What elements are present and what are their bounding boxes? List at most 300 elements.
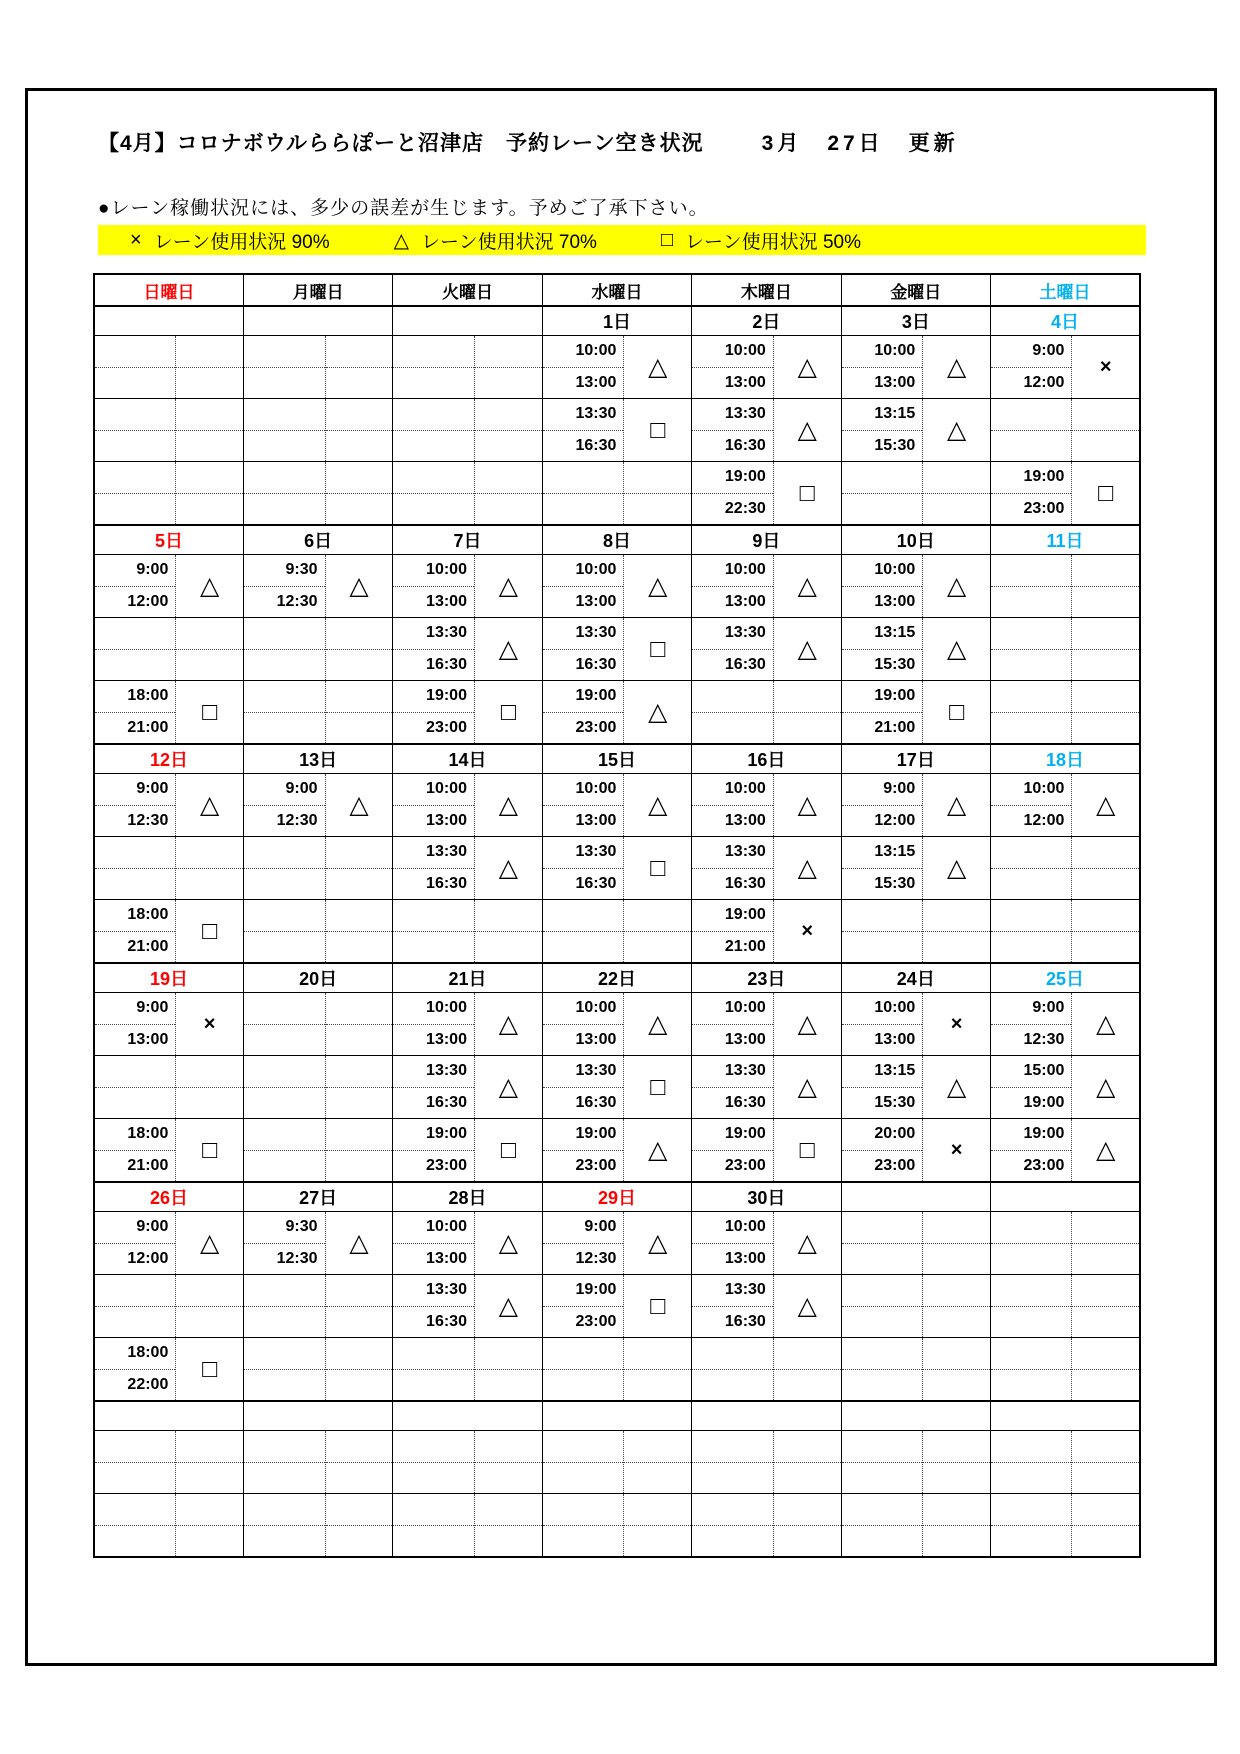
slot-cell: [692, 900, 841, 964]
time-end: [244, 650, 325, 681]
slot-cell: [243, 1056, 392, 1119]
time-end: [244, 869, 325, 900]
slot-cell: [393, 774, 542, 837]
slot-cell: [393, 1119, 542, 1183]
slot-cell: [692, 399, 841, 462]
time-end: 12:00: [874, 811, 916, 829]
time-start: [991, 1275, 1071, 1307]
time-start: [95, 336, 175, 368]
dotted-divider: [326, 493, 393, 494]
slot-cell-inner: [692, 774, 840, 836]
status-symbol: △: [200, 571, 220, 600]
slot-cell-inner: [692, 1056, 840, 1118]
status-symbol: [1072, 1494, 1139, 1556]
time-range: [842, 1056, 924, 1118]
dotted-divider: [475, 1525, 542, 1526]
slot-cell: [542, 462, 691, 526]
status-symbol: △: [1096, 790, 1116, 819]
date-cell: 4日: [991, 306, 1140, 336]
time-start: 9:30: [244, 1212, 325, 1244]
dotted-divider: [326, 649, 393, 650]
time-range: [95, 993, 176, 1055]
dotted-divider: [176, 1525, 243, 1526]
time-range: [393, 1338, 475, 1400]
dotted-divider: [774, 1462, 841, 1463]
time-start: 10:00: [543, 774, 624, 806]
time-range: [244, 900, 326, 962]
slot-cell: [542, 1056, 691, 1119]
slot-cell-inner: [393, 555, 541, 617]
time-end: [244, 932, 325, 963]
time-range: [692, 462, 774, 524]
slot-cell: [243, 837, 392, 900]
slot-cell-inner: [692, 399, 840, 461]
time-end: 16:30: [724, 874, 766, 892]
time-start: [543, 1494, 624, 1526]
time-end: [244, 1088, 325, 1119]
status-symbol: △: [648, 790, 668, 819]
time-range: [692, 336, 774, 398]
slot-cell-inner: [543, 1119, 691, 1181]
time-start: [95, 1056, 175, 1088]
dotted-divider: [326, 1306, 393, 1307]
dotted-divider: [176, 1306, 243, 1307]
slot-cell-inner: [991, 618, 1139, 680]
time-range: [543, 837, 625, 899]
status-symbol: △: [648, 1228, 668, 1257]
status-symbol: [774, 1338, 841, 1400]
time-range: [543, 1212, 625, 1274]
time-end: [244, 1526, 325, 1557]
time-end: 21:00: [127, 1156, 169, 1174]
date-cell: 8日: [542, 525, 691, 555]
time-end: 12:30: [575, 1249, 617, 1267]
dotted-divider: [326, 1462, 393, 1463]
slot-cell-inner: [244, 618, 392, 680]
status-symbol: △: [200, 1228, 220, 1257]
status-symbol: □: [1098, 478, 1114, 507]
slot-cell: [393, 555, 542, 618]
time-range: [842, 1431, 924, 1493]
time-range: [244, 618, 326, 680]
time-end: [393, 1370, 474, 1401]
slot-cell: [243, 336, 392, 399]
time-range: [95, 1431, 176, 1493]
time-end: 13:00: [874, 373, 916, 391]
time-end: 16:30: [575, 874, 617, 892]
slot-cell: [841, 336, 990, 399]
status-symbol: △: [947, 1072, 967, 1101]
time-start: [692, 1431, 773, 1463]
time-end: 16:30: [426, 874, 467, 892]
time-start: 10:00: [692, 993, 773, 1025]
slot-cell: [94, 462, 243, 526]
slot-cell-inner: [244, 399, 392, 461]
slot-cell-inner: [842, 336, 990, 398]
time-end: 13:00: [724, 811, 766, 829]
date-row: [94, 744, 1140, 774]
legend-label: レーン使用状況 70%: [421, 231, 597, 253]
slot-cell: [94, 1275, 243, 1338]
time-start: 10:00: [692, 336, 773, 368]
time-start: [244, 399, 325, 431]
date-cell: [692, 1401, 841, 1431]
slot-cell-inner: [842, 774, 990, 836]
time-range: [244, 462, 326, 524]
dotted-divider: [923, 493, 990, 494]
time-start: 13:30: [393, 837, 474, 869]
dotted-divider: [475, 430, 542, 431]
time-start: [543, 900, 624, 932]
time-range: [991, 1431, 1072, 1493]
status-symbol: [475, 336, 542, 398]
slot-cell: [542, 1338, 691, 1402]
status-symbol: [326, 900, 393, 962]
time-end: [393, 932, 474, 963]
status-symbol: □: [799, 1135, 815, 1164]
day-header-cell: 金曜日: [841, 274, 990, 306]
slot-cell-inner: [244, 837, 392, 899]
legend-item: [394, 227, 597, 254]
time-end: [393, 1463, 474, 1494]
time-end: [842, 932, 923, 963]
time-range: [991, 1494, 1072, 1556]
dotted-divider: [923, 931, 990, 932]
status-symbol: □: [799, 478, 815, 507]
status-symbol: [326, 336, 393, 398]
legend-status-symbol: □: [660, 228, 674, 251]
slot-cell: [542, 1494, 691, 1558]
dotted-divider: [1072, 1306, 1139, 1307]
dotted-divider: [326, 1150, 393, 1151]
time-range: [991, 618, 1072, 680]
time-start: [95, 837, 175, 869]
time-start: 9:00: [95, 555, 175, 587]
time-start: [393, 1338, 474, 1370]
time-end: [95, 650, 175, 681]
time-start: [842, 1338, 923, 1370]
dotted-divider: [326, 931, 393, 932]
time-range: [95, 462, 176, 524]
slot-cell-inner: [393, 1056, 541, 1118]
dotted-divider: [326, 712, 393, 713]
date-cell: 1日: [542, 306, 691, 336]
time-range: [692, 399, 774, 461]
slot-cell: [243, 1494, 392, 1558]
time-start: [244, 618, 325, 650]
slot-cell: [243, 399, 392, 462]
status-symbol: [326, 837, 393, 899]
time-end: 12:30: [276, 1249, 318, 1267]
date-cell: 6日: [243, 525, 392, 555]
date-cell: [542, 1401, 691, 1431]
status-symbol: [475, 1338, 542, 1400]
status-symbol: [923, 462, 990, 524]
status-symbol: △: [648, 352, 668, 381]
slot-cell-inner: [842, 1275, 990, 1337]
status-symbol: □: [650, 415, 666, 444]
slot-cell-inner: [842, 1056, 990, 1118]
date-cell: 13日: [243, 744, 392, 774]
time-end: 13:00: [426, 1030, 467, 1048]
time-range: [842, 336, 924, 398]
time-range: [244, 1338, 326, 1400]
slot-cell: [393, 1212, 542, 1275]
time-start: [991, 837, 1071, 869]
time-end: 23:00: [575, 1156, 617, 1174]
slot-cell-inner: [393, 1212, 541, 1274]
slot-cell-inner: [692, 336, 840, 398]
slot-cell-inner: [95, 462, 243, 524]
slot-cell: [542, 774, 691, 837]
status-symbol: [923, 1494, 990, 1556]
slot-cell: [243, 681, 392, 745]
date-cell: [991, 1401, 1140, 1431]
time-range: [692, 555, 774, 617]
slot-row: [94, 1056, 1140, 1119]
status-symbol: [326, 1431, 393, 1493]
date-cell: 30日: [692, 1182, 841, 1212]
slot-cell: [991, 681, 1140, 745]
status-symbol: [326, 399, 393, 461]
slot-cell: [393, 900, 542, 964]
table-wrap: [93, 273, 1141, 1558]
slot-cell-inner: [842, 1338, 990, 1400]
slot-cell: [393, 837, 542, 900]
status-symbol: ×: [203, 1013, 216, 1035]
slot-cell-inner: [244, 1338, 392, 1400]
day-header-cell: 水曜日: [542, 274, 691, 306]
time-end: [95, 431, 175, 462]
slot-cell: [542, 336, 691, 399]
status-symbol: △: [947, 571, 967, 600]
slot-cell-inner: [393, 336, 541, 398]
status-symbol: [624, 462, 691, 524]
dotted-divider: [176, 1462, 243, 1463]
slot-cell-inner: [991, 399, 1139, 461]
slot-cell: [692, 993, 841, 1056]
slot-cell-inner: [842, 993, 990, 1055]
time-range: [991, 837, 1072, 899]
time-range: [692, 1338, 774, 1400]
time-start: [842, 900, 923, 932]
time-end: 23:00: [874, 1156, 916, 1174]
date-cell: 24日: [841, 963, 990, 993]
time-range: [244, 1431, 326, 1493]
status-symbol: △: [797, 634, 817, 663]
time-range: [842, 399, 924, 461]
status-symbol: △: [648, 697, 668, 726]
time-range: [393, 1212, 475, 1274]
slot-cell-inner: [95, 1275, 243, 1337]
date-cell: 3日: [841, 306, 990, 336]
time-end: 16:30: [724, 436, 766, 454]
status-symbol: [176, 462, 243, 524]
slot-cell-inner: [95, 618, 243, 680]
slot-cell-inner: [543, 1275, 691, 1337]
time-start: 9:00: [543, 1212, 624, 1244]
time-range: [95, 618, 176, 680]
slot-cell: [393, 336, 542, 399]
time-start: 9:00: [244, 774, 325, 806]
slot-cell: [94, 774, 243, 837]
time-end: [543, 494, 624, 525]
slot-cell: [243, 618, 392, 681]
time-range: [543, 774, 625, 836]
time-start: [692, 681, 773, 713]
time-end: 22:00: [127, 1375, 169, 1393]
time-start: 18:00: [95, 681, 175, 713]
slot-cell: [692, 1056, 841, 1119]
slot-cell-inner: [543, 681, 691, 743]
slot-cell-inner: [692, 837, 840, 899]
slot-cell: [243, 774, 392, 837]
time-range: [692, 1212, 774, 1274]
time-range: [991, 774, 1072, 836]
time-start: 13:30: [692, 1275, 773, 1307]
time-range: [393, 681, 475, 743]
time-end: [393, 368, 474, 399]
status-symbol: [326, 1056, 393, 1118]
time-range: [543, 993, 625, 1055]
date-row: [94, 963, 1140, 993]
time-end: 12:00: [127, 1249, 169, 1267]
time-start: [692, 1338, 773, 1370]
time-start: [842, 1212, 923, 1244]
dotted-divider: [475, 367, 542, 368]
time-start: 13:30: [393, 618, 474, 650]
slot-cell: [243, 1338, 392, 1402]
slot-cell: [692, 1212, 841, 1275]
time-range: [991, 900, 1072, 962]
dotted-divider: [774, 1525, 841, 1526]
dotted-divider: [176, 430, 243, 431]
time-range: [393, 1431, 475, 1493]
slot-cell: [393, 1431, 542, 1494]
slot-cell: [692, 774, 841, 837]
time-range: [991, 1056, 1072, 1118]
slot-cell-inner: [991, 681, 1139, 743]
slot-cell-inner: [692, 681, 840, 743]
slot-cell: [991, 993, 1140, 1056]
slot-cell: [94, 1338, 243, 1402]
time-end: [991, 869, 1071, 900]
slot-cell: [393, 1338, 542, 1402]
status-symbol: [326, 1275, 393, 1337]
slot-cell: [841, 1338, 990, 1402]
slot-cell: [542, 1275, 691, 1338]
time-start: 13:15: [842, 399, 923, 431]
dotted-divider: [624, 1462, 691, 1463]
status-symbol: ×: [950, 1013, 963, 1035]
time-range: [543, 555, 625, 617]
time-range: [842, 1338, 924, 1400]
status-symbol: [923, 1275, 990, 1337]
time-start: 19:00: [991, 1119, 1071, 1151]
dotted-divider: [774, 1369, 841, 1370]
time-start: [244, 1119, 325, 1151]
time-start: [95, 1494, 175, 1526]
status-symbol: △: [797, 571, 817, 600]
time-end: 16:30: [575, 655, 617, 673]
slot-cell: [94, 336, 243, 399]
time-start: [244, 837, 325, 869]
slot-cell: [542, 681, 691, 745]
slot-cell: [393, 681, 542, 745]
date-cell: 10日: [841, 525, 990, 555]
time-end: [244, 368, 325, 399]
time-range: [244, 681, 326, 743]
time-range: [543, 462, 625, 524]
time-range: [393, 618, 475, 680]
time-start: 13:15: [842, 837, 923, 869]
slot-cell-inner: [991, 1212, 1139, 1274]
status-symbol: [475, 462, 542, 524]
slot-cell: [991, 618, 1140, 681]
time-end: [543, 932, 624, 963]
slot-cell-inner: [842, 1212, 990, 1274]
slot-cell: [692, 837, 841, 900]
slot-cell-inner: [692, 462, 840, 524]
time-end: 16:30: [426, 1093, 467, 1111]
time-start: 18:00: [95, 900, 175, 932]
date-cell: [243, 306, 392, 336]
time-end: [543, 1526, 624, 1557]
date-cell: 14日: [393, 744, 542, 774]
time-end: 23:00: [1023, 1156, 1065, 1174]
date-cell: 28日: [393, 1182, 542, 1212]
slot-row: [94, 399, 1140, 462]
time-end: 16:30: [575, 1093, 617, 1111]
slot-cell-inner: [543, 618, 691, 680]
status-symbol: △: [498, 790, 518, 819]
slot-cell-inner: [692, 1338, 840, 1400]
time-end: 13:00: [724, 1030, 766, 1048]
slot-cell-inner: [842, 618, 990, 680]
slot-cell: [991, 837, 1140, 900]
time-end: 12:30: [127, 811, 169, 829]
slot-cell: [991, 900, 1140, 964]
slot-cell-inner: [543, 993, 691, 1055]
time-range: [95, 1056, 176, 1118]
status-symbol: □: [202, 1135, 218, 1164]
date-cell: [841, 1401, 990, 1431]
slot-cell-inner: [244, 1494, 392, 1556]
date-row: [94, 1182, 1140, 1212]
time-end: 12:00: [1023, 811, 1065, 829]
dotted-divider: [176, 868, 243, 869]
time-start: 19:00: [991, 462, 1071, 494]
time-end: 21:00: [127, 718, 169, 736]
time-start: 10:00: [842, 555, 923, 587]
time-range: [842, 837, 924, 899]
slot-row: [94, 618, 1140, 681]
time-range: [692, 837, 774, 899]
slot-cell: [393, 993, 542, 1056]
slot-cell: [243, 1119, 392, 1183]
legend-item: [661, 227, 861, 254]
slot-cell-inner: [95, 1338, 243, 1400]
slot-cell: [841, 837, 990, 900]
slot-cell: [841, 555, 990, 618]
time-start: 13:30: [692, 1056, 773, 1088]
date-cell: 16日: [692, 744, 841, 774]
time-range: [991, 1119, 1072, 1181]
slot-cell-inner: [244, 900, 392, 962]
time-range: [393, 462, 475, 524]
dotted-divider: [475, 1369, 542, 1370]
status-symbol: △: [349, 571, 369, 600]
